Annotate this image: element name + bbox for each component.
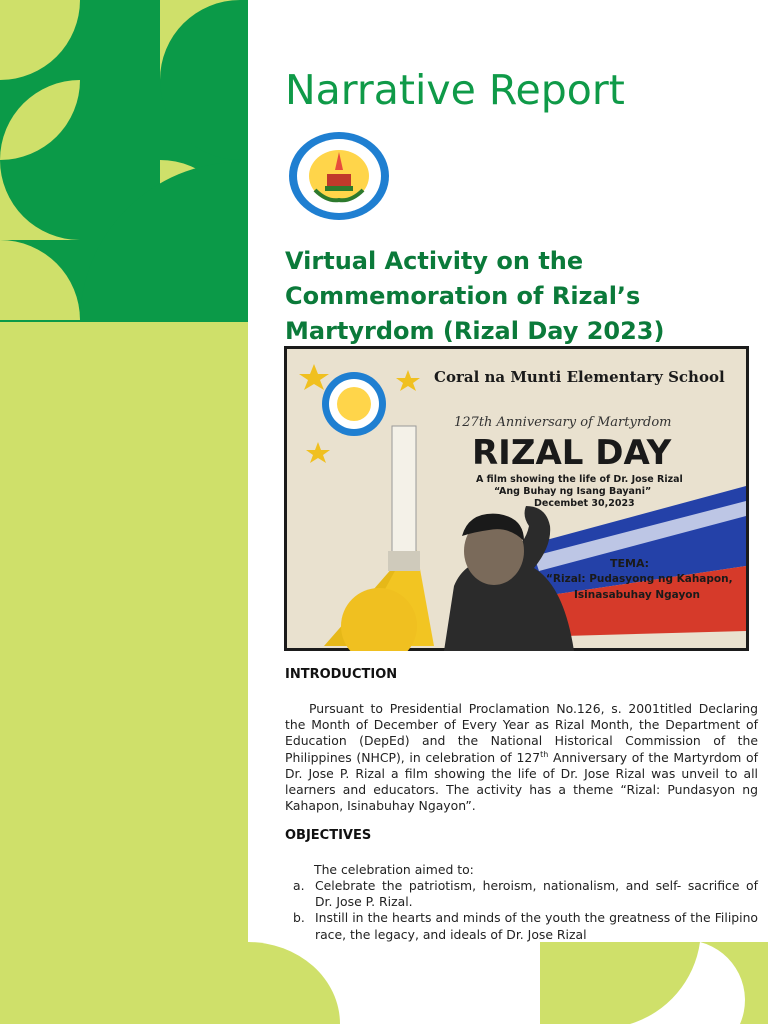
- document-title: Narrative Report: [285, 66, 625, 114]
- list-item-text: Instill in the hearts and minds of the youth the greatness of the Filipino race, the legacy, and ideals of Dr. Jose Rizal: [315, 910, 758, 942]
- school-seal-logo: [287, 130, 391, 222]
- list-marker: a.: [293, 878, 305, 893]
- list-item: [285, 910, 758, 942]
- rizal-day-poster: [284, 346, 749, 651]
- introduction-text-1: Pursuant to Presidential Proclamation No.126, s. 2001titled Declaring the Month of December of Every Year as Rizal Month, the Department of Education (DepEd) and the National Historical Commission of the Philippines (NHCP), in celebration of 127: [285, 701, 758, 765]
- list-item: [285, 878, 758, 910]
- list-item-text: Celebrate the patriotism, heroism, nationalism, and self- sacrifice of Dr. Jose P. Rizal.: [315, 878, 758, 910]
- poster-desc-1: A film showing the life of Dr. Jose Rizal: [476, 474, 683, 485]
- document-subtitle: Virtual Activity on the Commemoration of Rizal’s Martyrdom (Rizal Day 2023): [285, 247, 665, 345]
- poster-school-name: Coral na Munti Elementary School: [434, 368, 725, 386]
- introduction-text-sup: th: [540, 749, 549, 759]
- poster-anniversary: 127th Anniversary of Martyrdom: [454, 415, 672, 430]
- objectives-list: [285, 878, 758, 943]
- objectives-lead: The celebration aimed to:: [314, 862, 474, 877]
- introduction-heading: INTRODUCTION: [285, 667, 398, 682]
- objectives-heading: OBJECTIVES: [285, 828, 372, 843]
- poster-tema-label: TEMA:: [610, 557, 650, 570]
- poster-desc-2: “Ang Buhay ng Isang Bayani”: [494, 486, 652, 497]
- introduction-text-2: Anniversary of the Martyrdom of Dr. Jose P. Rizal a film showing the life of Dr. Jose Rizal was unveil to all learners and educators. The activity has a theme “Rizal: Pundasyon ng Kahapon, Isinabuhay Ngayon”.: [285, 749, 758, 814]
- poster-tema-2: Isinasabuhay Ngayon: [574, 589, 700, 601]
- poster-heading: RIZAL DAY: [472, 433, 672, 473]
- poster-tema-1: “Rizal: Pudasyong ng Kahapon,: [546, 573, 733, 585]
- poster-date: Decembet 30,2023: [534, 498, 635, 509]
- introduction-paragraph: [285, 701, 758, 814]
- list-marker: b.: [293, 910, 305, 926]
